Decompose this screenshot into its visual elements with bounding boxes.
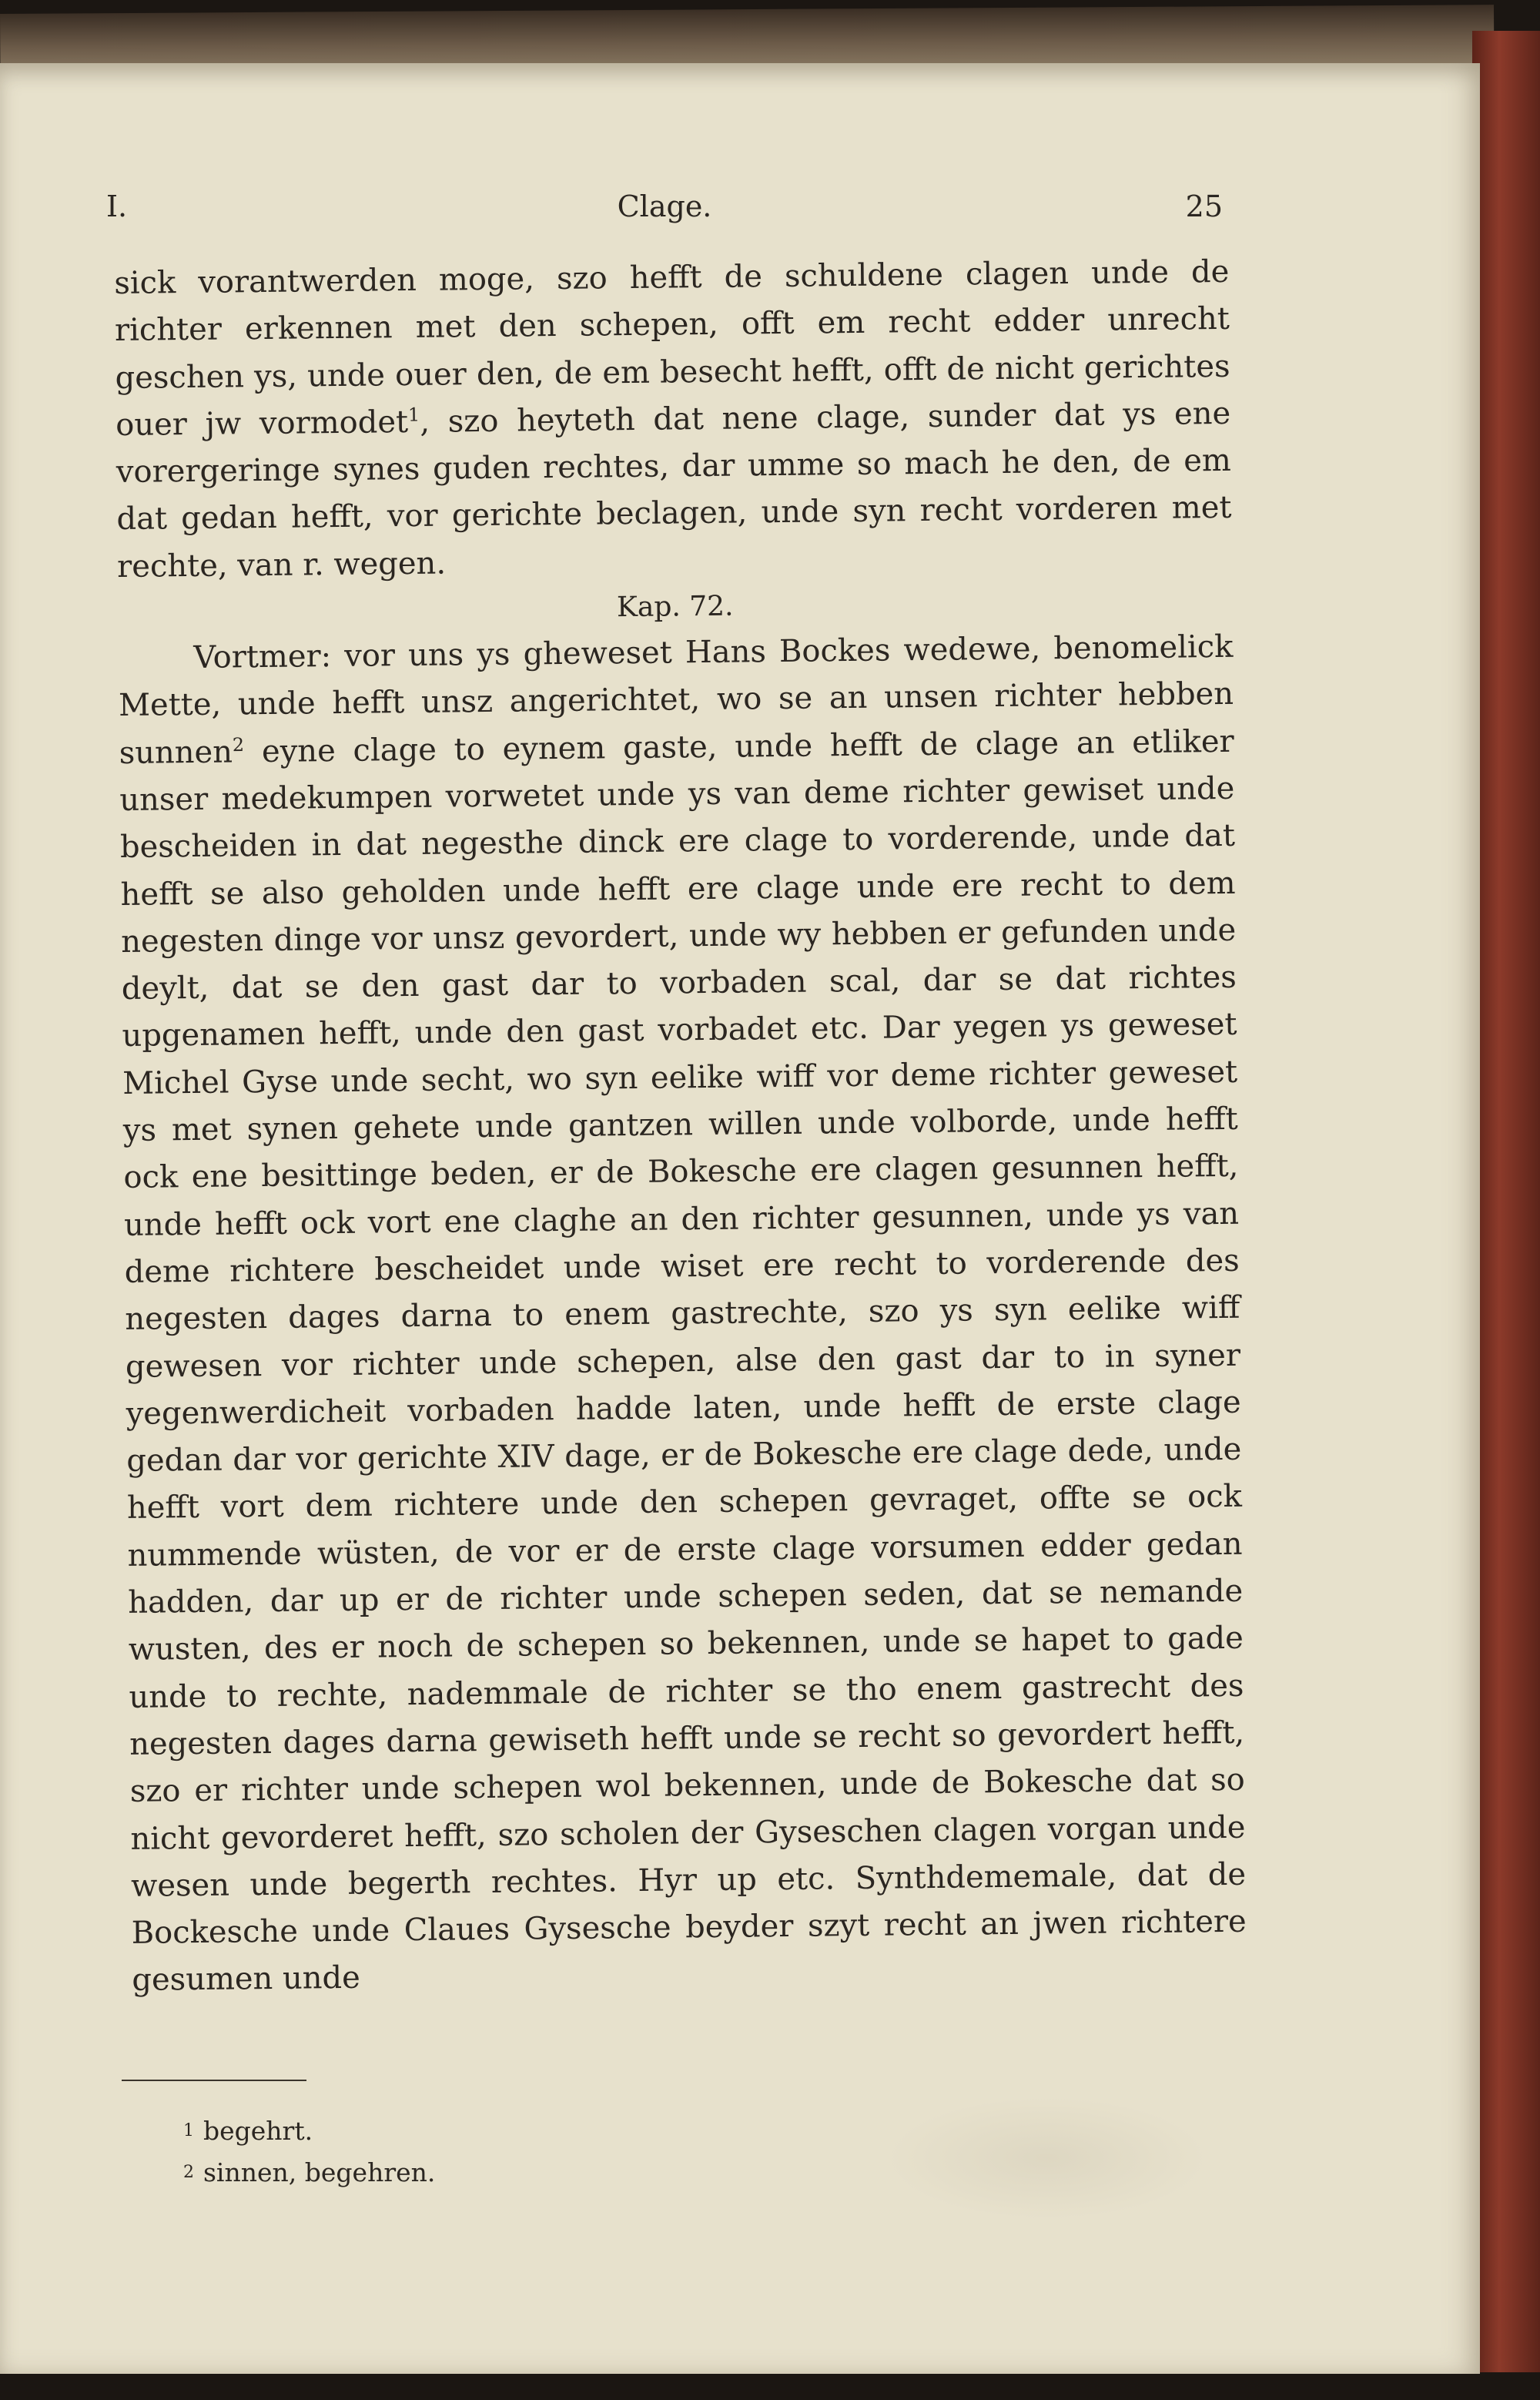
running-head-title: Clage. [617, 189, 712, 223]
paragraph-text-part-2: , szo heyteth dat nene clage, sunder dat ys ene vorergeringe synes guden rechtes, dar umme so mach he den, de em dat gedan hefft, vor gerichte beclagen, unde syn recht vorderen met rechte, van r. wegen. [116, 395, 1232, 585]
footnote-number: 1 [183, 2121, 194, 2140]
running-head [106, 189, 1223, 236]
paragraph-text-part-1: sick vorantwerden moge, szo hefft de schuldene clagen unde de richter erkennen met den schepen, offt em recht edder unrecht geschen ys, unde ouer den, de em besecht hefft, offt de nicht gerichtes ouer jw vormodet [114, 253, 1230, 443]
body-text [114, 249, 1247, 2005]
footnote-text: begehrt. [203, 2116, 313, 2146]
paragraph-continuation [114, 249, 1232, 591]
footnote-ref-1: 1 [407, 404, 420, 426]
bleed-through-shadow [886, 2097, 1209, 2220]
page-number: 25 [1185, 189, 1223, 223]
footnote-text: sinnen, begehren. [203, 2157, 436, 2187]
chapter-paragraph [118, 624, 1247, 2005]
footnote-divider [122, 2080, 306, 2081]
chapter-heading: Kap. 72. [616, 590, 734, 624]
footnote-ref-2: 2 [232, 733, 245, 756]
chapter-text-part-1: Vortmer: vor uns ys gheweset Hans Bockes wedewe, benomelick Mette, unde hefft unsz angerichtet, wo se an unsen richter hebben sunnen [118, 628, 1234, 771]
footnotes [183, 2110, 435, 2194]
running-head-section: I. [106, 189, 128, 223]
book-cover-edge [1472, 31, 1540, 2372]
footnote-item [183, 2110, 435, 2152]
footnote-item [183, 2152, 435, 2194]
chapter-text-part-2: eyne clage to eynem gaste, unde hefft de clage an etliker unser medekumpen vorwetet unde ys van deme richter gewiset unde bescheiden in dat negesthe dinck ere clage to vorderende, unde dat hefft se also geholden unde hefft ere clage unde ere recht to dem negesten dinge vor unsz gevordert, unde wy hebben er gefunden unde deylt, dat se den gast dar to vorbaden scal, dar se dat richtes upgenamen hefft, unde den gast vorbadet etc. Dar yegen ys geweset Michel Gyse unde secht, wo syn eelike wiff vor deme richter geweset ys met synen gehete unde gantzen willen unde volborde, unde hefft ock ene besittinge beden, er de Bokesche ere clagen gesunnen hefft, unde hefft ock vort ene claghe an den richter gesunnen, unde ys van deme richtere bescheidet unde wiset ere recht to vorderende des negesten dages darna to enem gastrechte, szo ys syn eelike wiff gewesen vor richter unde schepen, alse den gast dar to in syner yegenwerdicheit vorbaden hadde laten, unde hefft de erste clage gedan dar vor gerichte XIV dage, er de Bokesche ere clage dede, unde hefft vort dem richtere unde den schepen gevraget, offte se ock nummende wüsten, de vor er de erste clage vorsumen edder gedan hadden, dar up er de richter unde schepen seden, dat se nemande wusten, des er noch de schepen so bekennen, unde se hapet to gade unde to rechte, nademmale de richter se tho enem gastrecht des negesten dages darna gewiseth hefft unde se recht so gevordert hefft, szo er richter unde schepen wol bekennen, unde de Bokesche dat so nicht gevorderet hefft, szo scholen der Gyseschen clagen vorgan unde wesen unde begerth rechtes. Hyr up etc. Synthdememale, dat de Bockesche unde Claues Gysesche beyder szyt recht an jwen richtere gesumen unde [119, 723, 1247, 1999]
footnote-number: 2 [183, 2163, 194, 2182]
